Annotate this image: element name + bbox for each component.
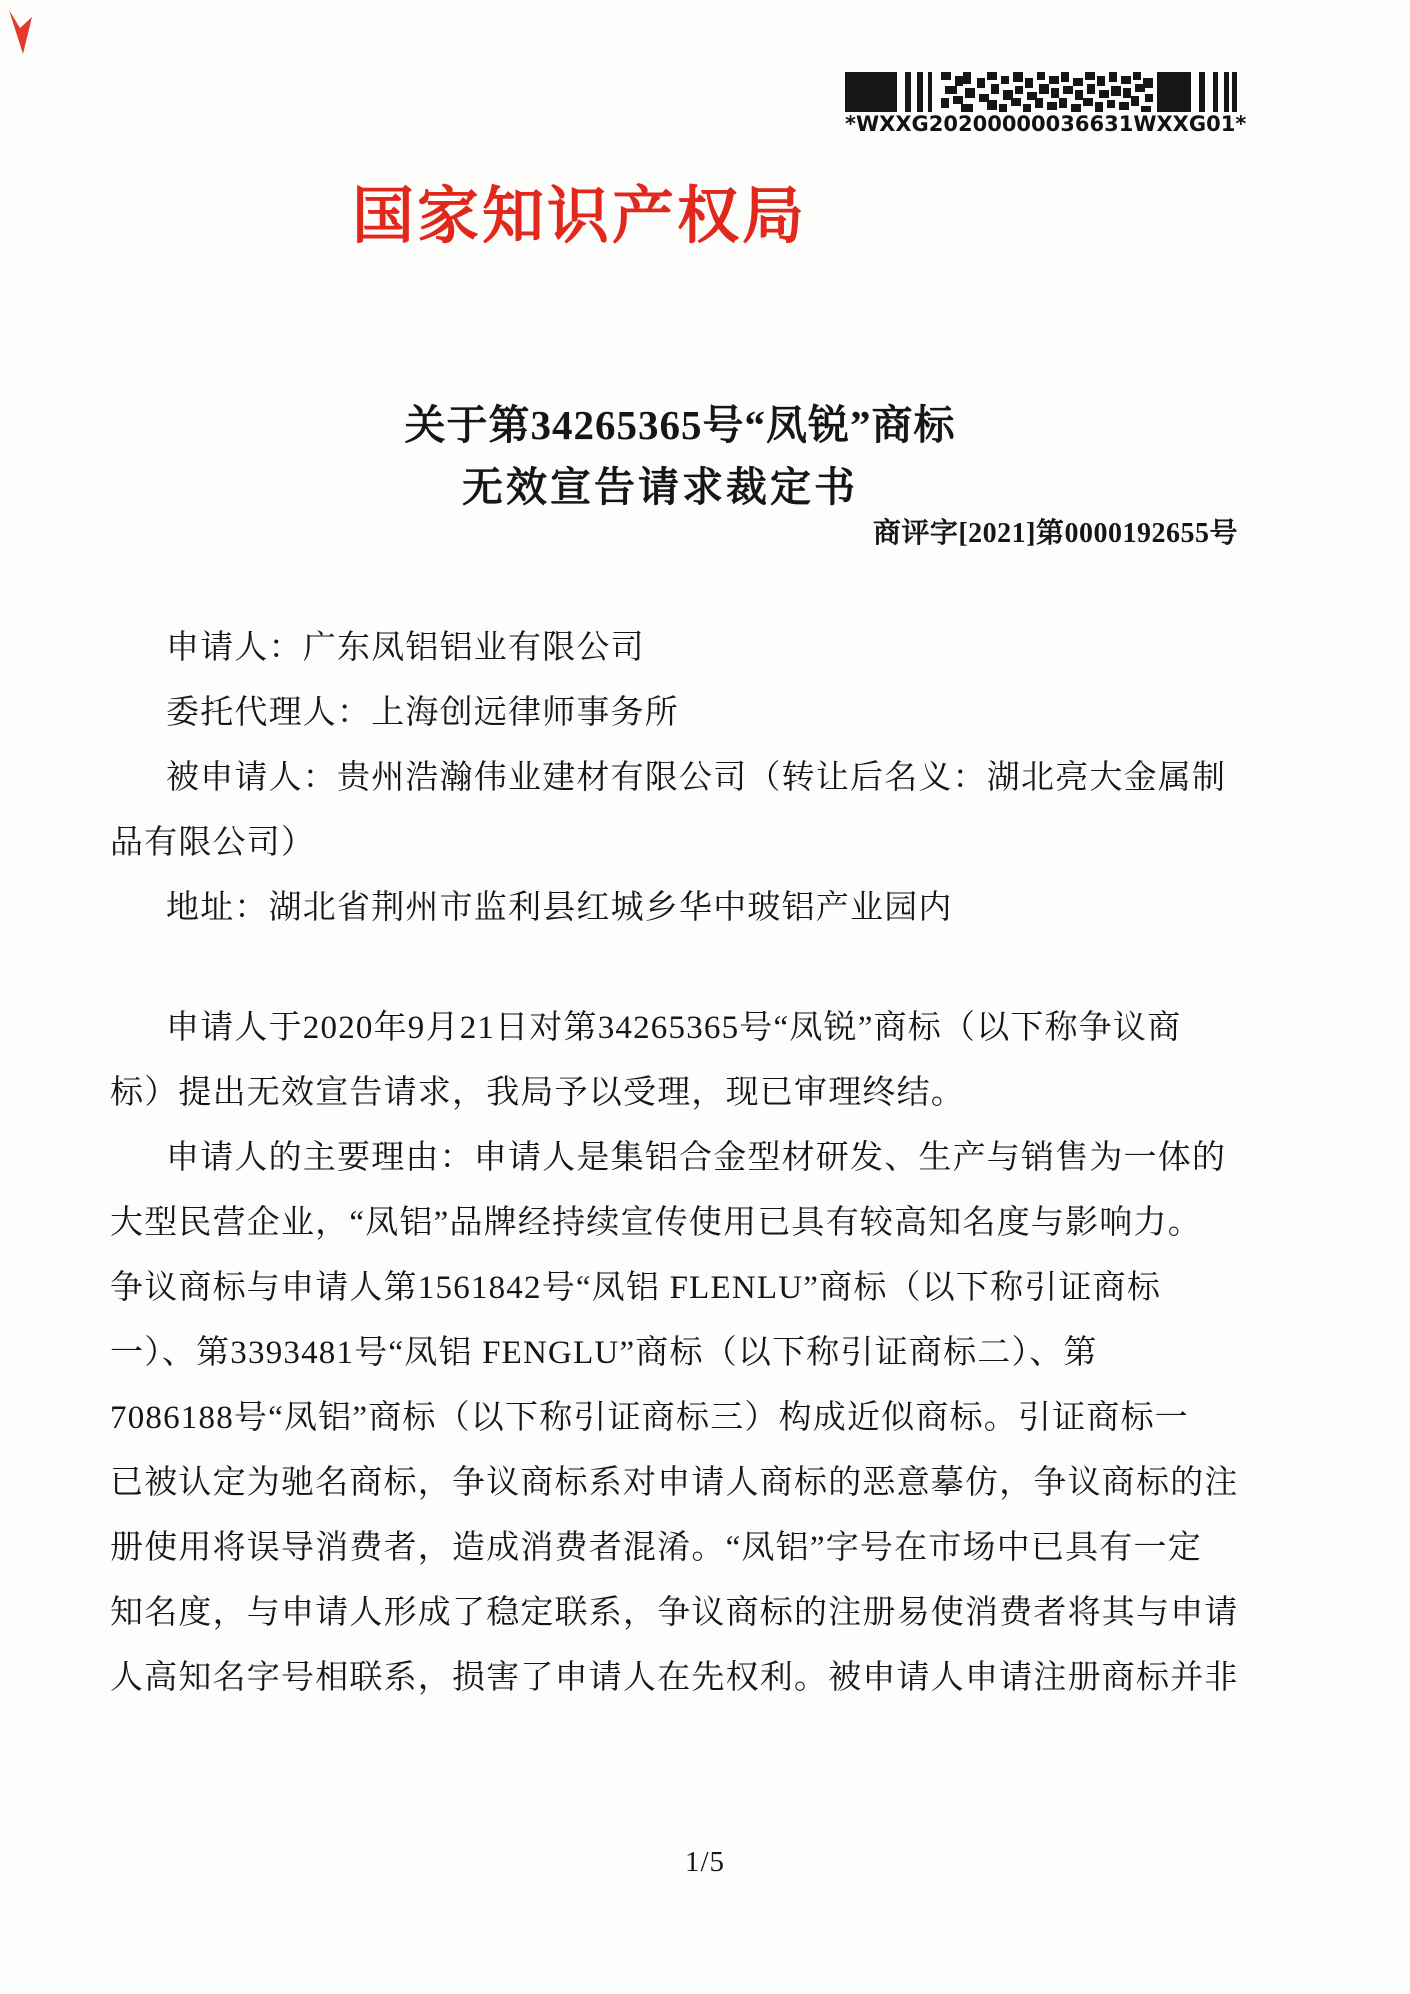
barcode-text: *WXXG20200000036631WXXG01* <box>845 112 1247 136</box>
paragraph-line: 大型民营企业，“凤铝”品牌经持续宣传使用已具有较高知名度与影响力。 <box>110 1205 1202 1241</box>
respondent-line-1: 被申请人：贵州浩瀚伟业建材有限公司（转让后名义：湖北亮大金属制 <box>166 760 1227 796</box>
paragraph-line: 标）提出无效宣告请求，我局予以受理，现已审理终结。 <box>110 1075 965 1111</box>
paragraph-line: 申请人于2020年9月21日对第34265365号“凤锐”商标（以下称争议商 <box>166 1010 1182 1046</box>
paragraph-line: 册使用将误导消费者，造成消费者混淆。“凤铝”字号在市场中已具有一定 <box>110 1530 1202 1566</box>
applicant-line: 申请人：广东凤铝铝业有限公司 <box>166 630 645 666</box>
ref-number: 商评字[2021]第0000192655号 <box>872 518 1238 549</box>
paragraph-line: 已被认定为驰名商标，争议商标系对申请人商标的恶意摹仿，争议商标的注 <box>110 1465 1239 1501</box>
body-text <box>110 616 1370 1711</box>
paragraph-line: 申请人的主要理由：申请人是集铝合金型材研发、生产与销售为一体的 <box>166 1140 1227 1176</box>
doc-title-line2: 无效宣告请求裁定书 <box>462 464 858 510</box>
paragraph-line: 争议商标与申请人第1561842号“凤铝 FLENLU”商标（以下称引证商标 <box>110 1270 1162 1306</box>
barcode-icon <box>845 72 1237 112</box>
paragraph-line: 一）、第3393481号“凤铝 FENGLU”商标（以下称引证商标二）、第 <box>110 1335 1098 1371</box>
page-number: 1/5 <box>684 1846 726 1878</box>
agency-title: 国家知识产权局 <box>352 183 808 251</box>
paragraph-line: 知名度，与申请人形成了稳定联系，争议商标的注册易使消费者将其与申请 <box>110 1595 1239 1631</box>
agent-line: 委托代理人：上海创远律师事务所 <box>166 695 679 731</box>
respondent-line-2: 品有限公司） <box>110 825 316 861</box>
address-line: 地址：湖北省荆州市监利县红城乡华中玻铝产业园内 <box>166 890 953 926</box>
paragraph-line: 人高知名字号相联系，损害了申请人在先权利。被申请人申请注册商标并非 <box>110 1660 1239 1696</box>
paragraph-line: 7086188号“凤铝”商标（以下称引证商标三）构成近似商标。引证商标一 <box>110 1400 1189 1436</box>
doc-title-line1: 关于第34265365号“凤锐”商标 <box>404 402 956 448</box>
corner-red-mark-icon <box>6 8 36 58</box>
